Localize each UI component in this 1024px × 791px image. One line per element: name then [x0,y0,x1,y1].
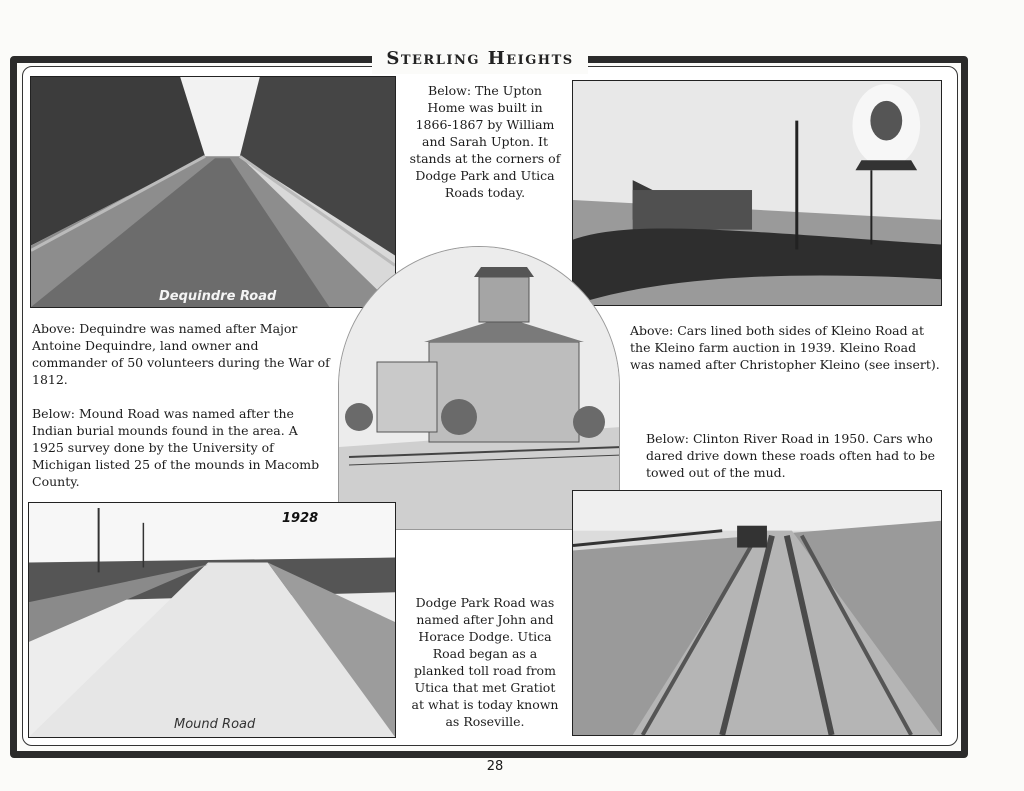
mound-road-year: 1928 [282,511,319,526]
mound-road-caption: Below: Mound Road was named after the Indian burial mounds found in the area. A 1925 survey done by the University of Michigan listed 25 of the mounds in Macomb County. [32,406,320,489]
dequindre-caption: Above: Dequindre was named after Major Antoine Dequindre, land owner and commander of 50 volunteers during the War of 1812. [32,321,330,387]
kleino-caption: Above: Cars lined both sides of Kleino Road at the Kleino farm auction in 1939. Kleino Road was named after Christopher Kleino (see insert). [630,323,940,372]
upton-home-illustration [338,246,620,530]
mound-road-label: Mound Road [174,717,256,732]
kleino-road-photo [572,80,942,306]
page-number: 28 [486,759,504,774]
dequindre-road-label: Dequindre Road [159,289,277,304]
page-title-text: Sterling Heights [386,48,574,69]
clinton-river-caption: Below: Clinton River Road in 1950. Cars who dared drive down these roads often had to be towed out of the mud. [646,431,936,480]
mound-road-photo [28,502,396,738]
clinton-river-road-photo [572,490,942,736]
dodge-park-caption: Dodge Park Road was named after John and Horace Dodge. Utica Road began as a planked toll road from Utica that met Gratiot at what is today known as Roseville. [411,595,559,729]
page-title [372,44,588,74]
upton-home-caption: Below: The Upton Home was built in 1866-1867 by William and Sarah Upton. It stands at the corners of Dodge Park and Utica Roads today. [409,83,561,200]
dequindre-road-photo [30,76,396,308]
